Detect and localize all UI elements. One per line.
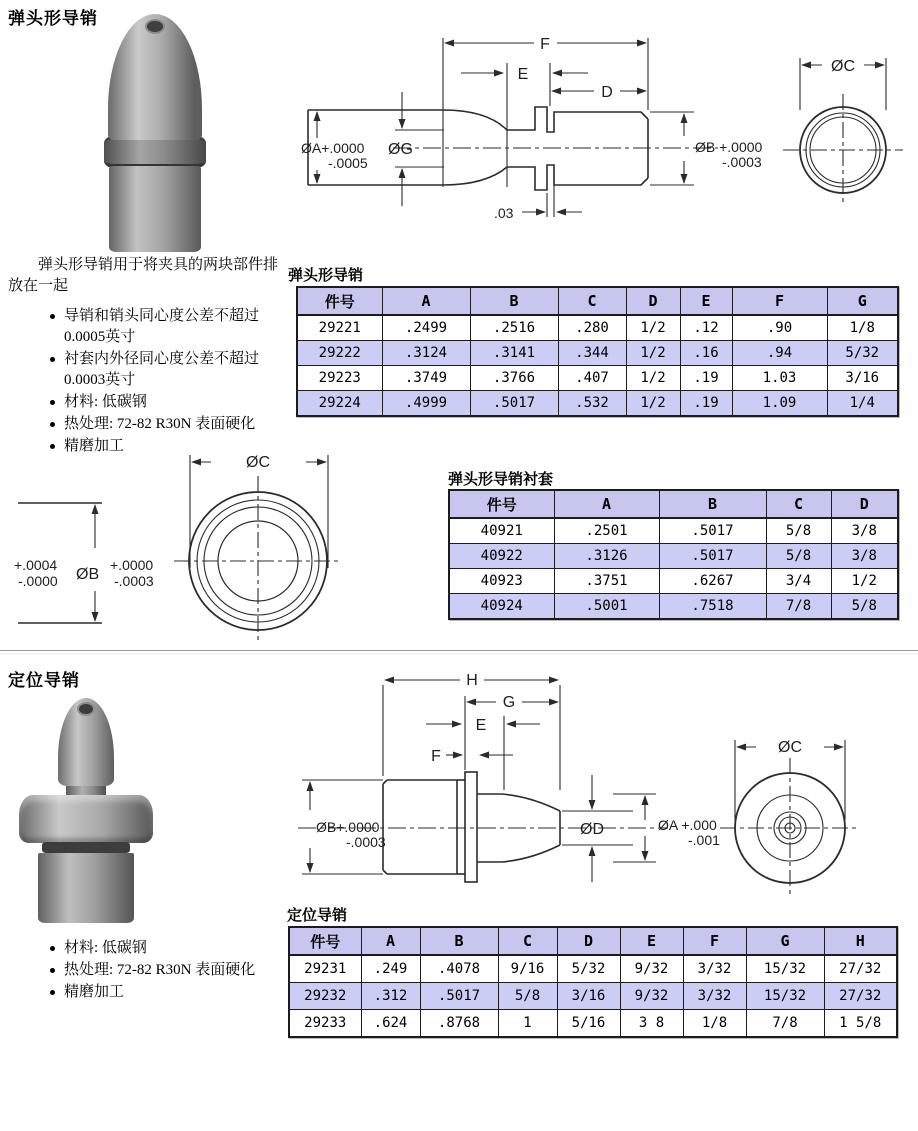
table-cell: .407	[558, 366, 626, 391]
table-cell: .249	[361, 955, 420, 983]
locating-pin-photo-nose	[58, 698, 114, 786]
bullet-pin-photo-nose	[108, 14, 202, 140]
column-header: 件号	[449, 490, 554, 518]
locating-pin-end-view	[720, 758, 860, 898]
table-cell: .3124	[382, 341, 470, 366]
column-header: F	[732, 287, 827, 315]
table-cell: 29221	[297, 315, 382, 341]
spec-bullet: 热处理: 72-82 R30N 表面硬化	[44, 960, 284, 981]
table-cell: 1.09	[732, 391, 827, 417]
column-header: E	[680, 287, 732, 315]
table-cell: .7518	[659, 594, 766, 620]
dia-d-label: ØD	[580, 821, 604, 838]
table-cell: 5/16	[557, 1010, 620, 1038]
table-cell: .16	[680, 341, 732, 366]
table-cell: .4078	[420, 955, 498, 983]
table-cell: .624	[361, 1010, 420, 1038]
table-cell: .3126	[554, 544, 659, 569]
bushing-id-tol-bottom: -.0003	[114, 573, 154, 589]
table-cell: .532	[558, 391, 626, 417]
table-cell: 1/2	[831, 569, 898, 594]
table-row	[449, 569, 898, 594]
table-cell: 1/2	[626, 341, 680, 366]
table-cell: 40922	[449, 544, 554, 569]
table-cell: 40923	[449, 569, 554, 594]
dia-c-label: ØC	[778, 739, 802, 756]
table-cell: 5/8	[766, 518, 831, 544]
bushing-dimension-lines	[95, 455, 328, 621]
table-cell: 5/8	[831, 594, 898, 620]
table-cell: 1 5/8	[824, 1010, 897, 1038]
table-row	[289, 1010, 897, 1038]
column-header: C	[558, 287, 626, 315]
spec-bullet: 精磨加工	[44, 982, 284, 1003]
column-header: A	[361, 927, 420, 955]
spec-bullet: 导销和销头同心度公差不超过 0.0005英寸	[44, 306, 279, 348]
dia-g-label: ØG	[388, 141, 413, 158]
column-header: 件号	[289, 927, 361, 955]
bushing-end-view	[174, 476, 342, 644]
table-row	[297, 315, 898, 341]
table-cell: .344	[558, 341, 626, 366]
table-cell: .2516	[470, 315, 558, 341]
table-caption-locating-pin: 定位导销	[287, 908, 348, 924]
dim-label-f: F	[540, 36, 550, 53]
dia-b-tolerance: -.0003	[722, 154, 762, 170]
table-cell: 29222	[297, 341, 382, 366]
table-cell: 29224	[297, 391, 382, 417]
table-cell: 3/32	[683, 983, 746, 1010]
table-cell: 29223	[297, 366, 382, 391]
column-header: C	[498, 927, 557, 955]
locating-pin-outline	[383, 772, 560, 882]
table-cell: .5017	[659, 518, 766, 544]
table-cell: .3766	[470, 366, 558, 391]
spec-bullet: 热处理: 72-82 R30N 表面硬化	[44, 414, 279, 435]
table-cell: 9/32	[620, 955, 683, 983]
table-cell: .280	[558, 315, 626, 341]
locating-pin-photo-ring	[42, 842, 130, 853]
table-cell: 3/8	[831, 544, 898, 569]
column-header: D	[831, 490, 898, 518]
locating-pin-table	[288, 926, 898, 1038]
bushing-od-tol-bottom: -.0000	[18, 573, 58, 589]
bushing-dia-b-label: ØB	[76, 566, 100, 583]
table-cell: .8768	[420, 1010, 498, 1038]
table-cell: 15/32	[746, 983, 824, 1010]
table-cell: 29231	[289, 955, 361, 983]
spec-bullet: 精磨加工	[44, 436, 279, 457]
dia-b-tolerance: -.0003	[346, 834, 386, 850]
column-header: H	[824, 927, 897, 955]
table-cell: .19	[680, 366, 732, 391]
table-cell: .12	[680, 315, 732, 341]
bushing-od-tol-top: +.0004	[14, 557, 58, 573]
table-cell: 1/4	[827, 391, 898, 417]
section-title-bullet-pin: 弹头形导销	[8, 9, 98, 28]
table-cell: 29233	[289, 1010, 361, 1038]
table-cell: 1	[498, 1010, 557, 1038]
table-row	[297, 341, 898, 366]
table-caption-bushing: 弹头形导销衬套	[448, 472, 554, 488]
column-header: A	[382, 287, 470, 315]
column-header: D	[626, 287, 680, 315]
column-header: A	[554, 490, 659, 518]
locating-pin-drawing	[288, 660, 918, 910]
bushing-id-tol-top: +.0000	[110, 557, 154, 573]
table-cell: 5/8	[498, 983, 557, 1010]
table-cell: .5001	[554, 594, 659, 620]
table-cell: 40924	[449, 594, 554, 620]
table-cell: .2499	[382, 315, 470, 341]
table-cell: 5/32	[827, 341, 898, 366]
spec-bullet: 材料: 低碳钢	[44, 938, 284, 959]
table-cell: 9/16	[498, 955, 557, 983]
table-cell: 1/8	[683, 1010, 746, 1038]
header-row	[297, 287, 898, 315]
table-row	[449, 544, 898, 569]
table-cell: .19	[680, 391, 732, 417]
table-cell: 3/16	[557, 983, 620, 1010]
column-header: B	[420, 927, 498, 955]
table-cell: .3141	[470, 341, 558, 366]
table-cell: 1/8	[827, 315, 898, 341]
table-cell: .3749	[382, 366, 470, 391]
table-cell: .3751	[554, 569, 659, 594]
groove-width-label: .03	[494, 205, 514, 221]
dia-b-label: ØB+.0000	[316, 819, 380, 835]
column-header: B	[470, 287, 558, 315]
bullet-pin-photo-body	[109, 166, 201, 252]
bullet-pin-drawing	[298, 10, 918, 235]
table-cell: .5017	[420, 983, 498, 1010]
table-cell: .6267	[659, 569, 766, 594]
locating-pin-photo-body	[38, 853, 134, 923]
dim-label-g: G	[502, 694, 516, 711]
table-cell: .2501	[554, 518, 659, 544]
table-cell: .4999	[382, 391, 470, 417]
table-cell: 29232	[289, 983, 361, 1010]
bushing-table	[448, 489, 899, 620]
dia-a-tolerance: -.0005	[328, 155, 368, 171]
column-header: 件号	[297, 287, 382, 315]
bullet-pin-table	[296, 286, 899, 417]
table-cell: .5017	[659, 544, 766, 569]
header-row	[449, 490, 898, 518]
dim-label-f: F	[431, 748, 441, 765]
dim-label-h: H	[466, 672, 478, 689]
column-header: G	[746, 927, 824, 955]
dia-b-label: ØB +.0000	[695, 139, 763, 155]
dia-c-label: ØC	[831, 58, 855, 75]
dia-a-label: ØA+.0000	[301, 140, 365, 156]
dimension-lines	[317, 38, 886, 217]
table-cell: 27/32	[824, 955, 897, 983]
bushing-drawing	[2, 448, 347, 648]
table-cell: 40921	[449, 518, 554, 544]
table-cell: 1/2	[626, 391, 680, 417]
table-cell: 7/8	[746, 1010, 824, 1038]
table-cell: 5/32	[557, 955, 620, 983]
column-header: G	[827, 287, 898, 315]
column-header: F	[683, 927, 746, 955]
column-header: C	[766, 490, 831, 518]
table-cell: 3/8	[831, 518, 898, 544]
locating-pin-photo-flange	[19, 795, 153, 843]
table-cell: 1.03	[732, 366, 827, 391]
table-row	[289, 955, 897, 983]
table-cell: 1/2	[626, 366, 680, 391]
table-cell: 7/8	[766, 594, 831, 620]
column-header: B	[659, 490, 766, 518]
dim-label-e: E	[475, 717, 487, 734]
header-row	[289, 927, 897, 955]
table-caption-bullet-pin: 弹头形导销	[288, 268, 364, 284]
locating-pin-photo	[16, 698, 156, 920]
section-title-locating-pin: 定位导销	[8, 671, 80, 690]
dim-label-d: D	[601, 84, 613, 101]
bullet-pin-photo	[100, 14, 210, 252]
table-cell: 9/32	[620, 983, 683, 1010]
bullet-pin-description: 弹头形导销用于将夹具的两块部件排放在一起	[8, 257, 279, 294]
table-row	[297, 391, 898, 417]
spec-bullet: 衬套内外径同心度公差不超过 0.0003英寸	[44, 349, 279, 391]
dia-a-tolerance: -.001	[688, 832, 720, 848]
pin-end-view	[783, 94, 903, 206]
locating-pin-spec-list	[44, 938, 284, 1004]
dim-label-e: E	[517, 66, 529, 83]
column-header: D	[557, 927, 620, 955]
table-cell: 27/32	[824, 983, 897, 1010]
table-cell: 3 8	[620, 1010, 683, 1038]
table-cell: .312	[361, 983, 420, 1010]
table-row	[449, 518, 898, 544]
table-cell: 3/4	[766, 569, 831, 594]
dia-a-label: ØA +.000	[658, 817, 717, 833]
bullet-pin-photo-ring	[104, 136, 206, 168]
table-row	[297, 366, 898, 391]
spec-bullet: 材料: 低碳钢	[44, 392, 279, 413]
table-row	[449, 594, 898, 620]
table-cell: .5017	[470, 391, 558, 417]
bullet-pin-spec-list	[44, 306, 279, 458]
column-header: E	[620, 927, 683, 955]
table-cell: 3/32	[683, 955, 746, 983]
section-divider	[0, 650, 918, 654]
table-cell: 5/8	[766, 544, 831, 569]
table-cell: .94	[732, 341, 827, 366]
table-cell: 1/2	[626, 315, 680, 341]
table-cell: 3/16	[827, 366, 898, 391]
table-cell: .90	[732, 315, 827, 341]
bushing-dia-c-label: ØC	[246, 454, 270, 471]
table-row	[289, 983, 897, 1010]
table-cell: 15/32	[746, 955, 824, 983]
